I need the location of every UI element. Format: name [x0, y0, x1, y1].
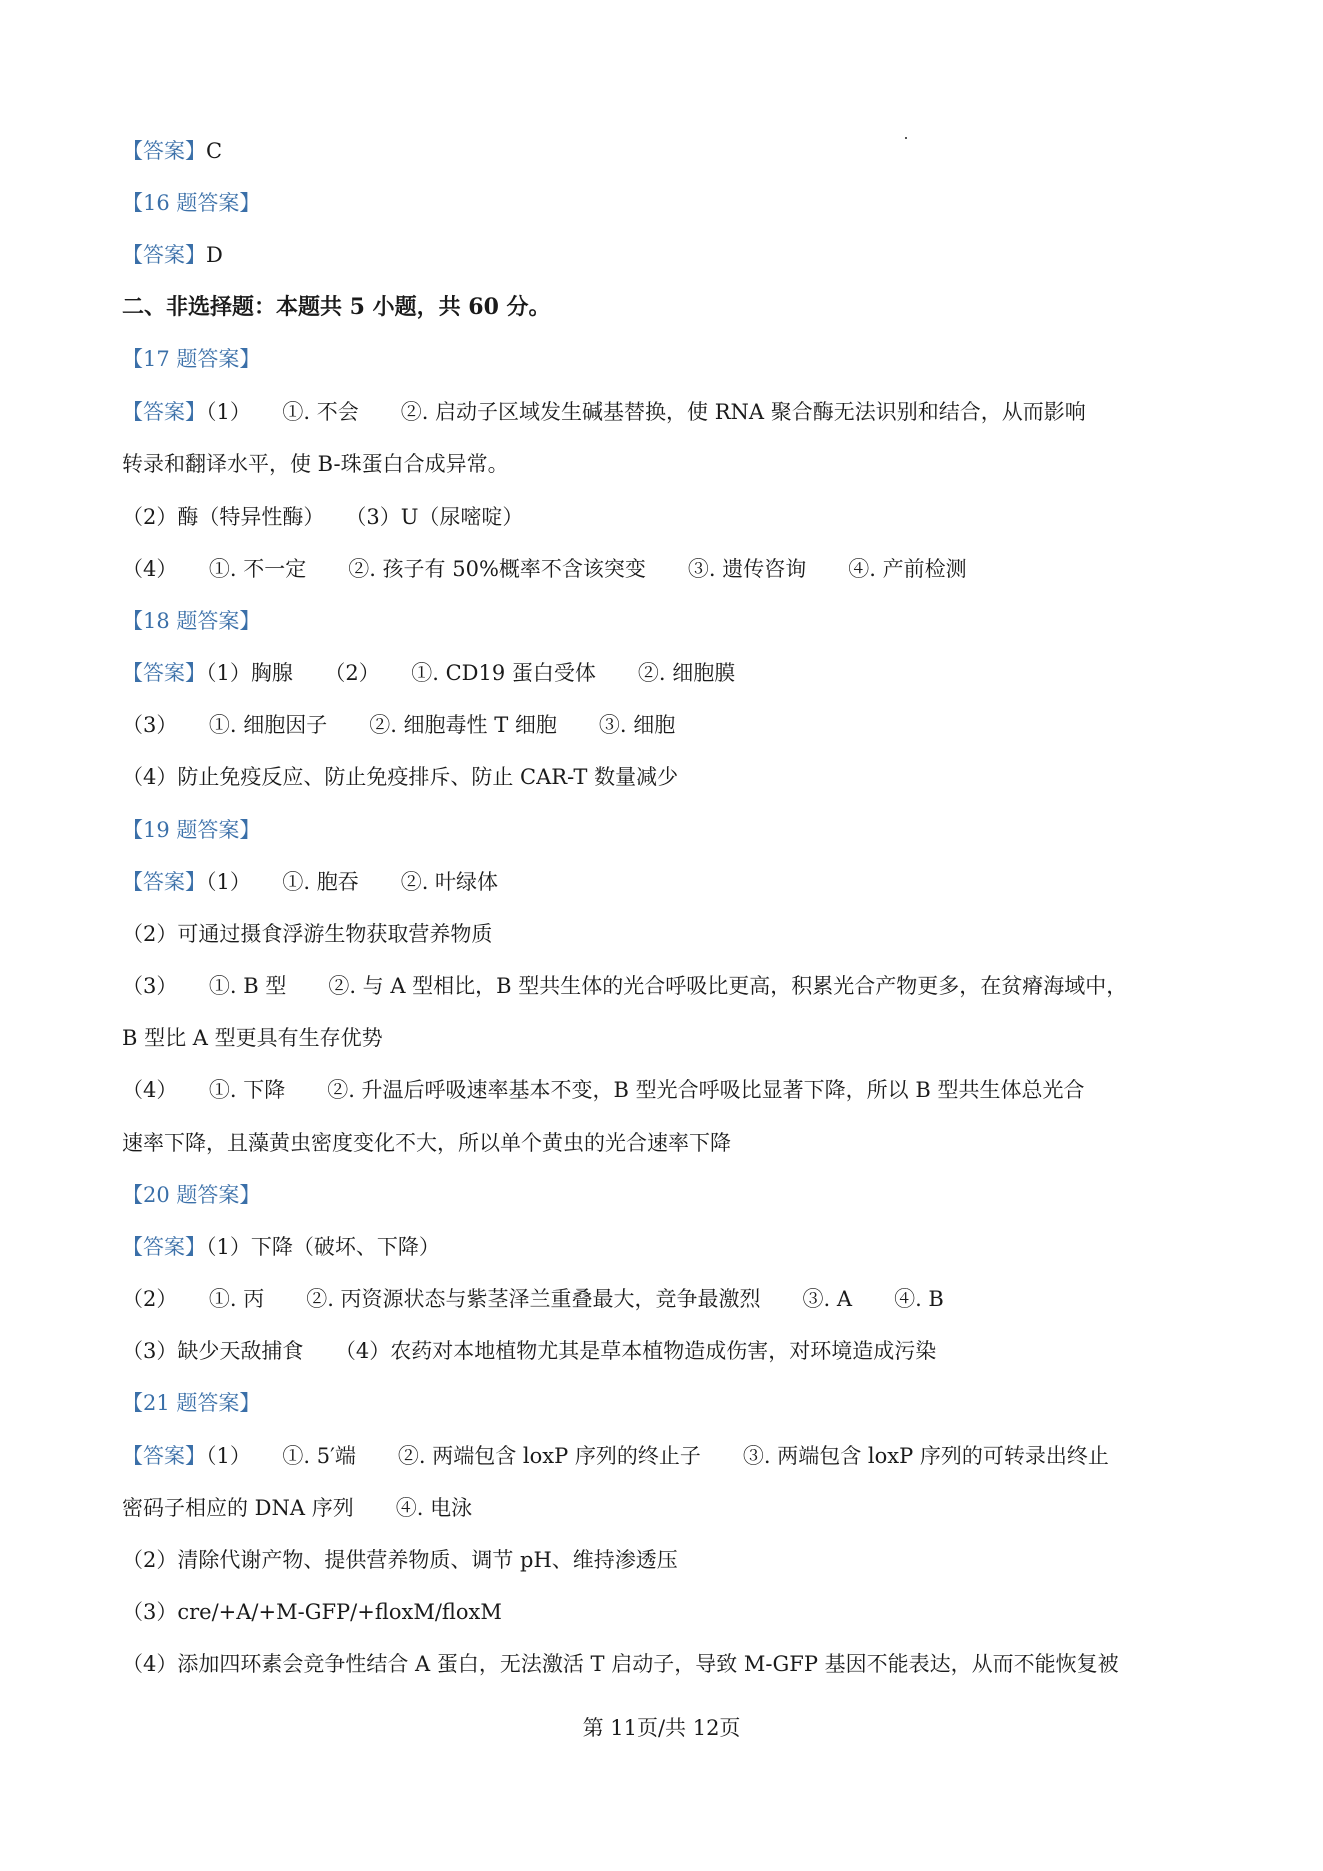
question-tag: 【19 题答案】	[122, 818, 261, 842]
answer-19-line-4	[122, 1023, 383, 1053]
answer-text: （4） ①. 下降 ②. 升温后呼吸速率基本不变，B 型光合呼吸比显著下降，所以 B 型共生体总光合	[122, 1078, 1085, 1102]
answer-text: （1）下降（破坏、下降）	[206, 1235, 440, 1259]
answer-tag: 【答案】	[122, 139, 206, 163]
answer-text: 密码子相应的 DNA 序列 ④. 电泳	[122, 1496, 473, 1520]
question-18-header	[122, 606, 260, 636]
answer-21-line-5	[122, 1649, 1119, 1679]
answer-19-line-6	[122, 1128, 731, 1158]
stray-mark	[905, 137, 907, 139]
section-heading	[122, 292, 551, 322]
answer-text: C	[206, 139, 223, 163]
answer-text: （2）可通过摄食浮游生物获取营养物质	[122, 922, 493, 946]
answer-18-line-3	[122, 762, 678, 792]
answer-19-line-2	[122, 919, 492, 949]
answer-21-line-4	[122, 1597, 502, 1627]
answer-text: （1） ①. 胞吞 ②. 叶绿体	[206, 870, 499, 894]
question-tag: 【17 题答案】	[122, 347, 261, 371]
question-17-header	[122, 344, 260, 374]
answer-text: （2）酶（特异性酶） （3）U（尿嘧啶）	[122, 505, 524, 529]
answer-18-line-1	[122, 658, 735, 688]
question-tag: 【20 题答案】	[122, 1183, 261, 1207]
answer-18-line-2	[122, 710, 675, 740]
answer-19-line-5	[122, 1075, 1084, 1105]
answer-text: （1） ①. 5′端 ②. 两端包含 loxP 序列的终止子 ③. 两端包含 loxP 序列的可转录出终止	[206, 1444, 1109, 1468]
answer-21-line-3	[122, 1545, 678, 1575]
answer-15	[122, 136, 222, 166]
question-20-header	[122, 1180, 260, 1210]
answer-text: （4） ①. 不一定 ②. 孩子有 50%概率不含该突变 ③. 遗传咨询 ④. 产前检测	[122, 557, 967, 581]
page-number-footer: 第 11页/共 12页	[582, 1716, 741, 1740]
answer-text: （3）缺少天敌捕食 （4）农药对本地植物尤其是草本植物造成伤害，对环境造成污染	[122, 1339, 937, 1363]
answer-text: 速率下降，且藻黄虫密度变化不大，所以单个黄虫的光合速率下降	[122, 1131, 731, 1155]
answer-text: （1） ①. 不会 ②. 启动子区域发生碱基替换，使 RNA 聚合酶无法识别和结合，从而影响	[206, 400, 1086, 424]
answer-tag: 【答案】	[122, 661, 206, 685]
answer-17-line-2	[122, 449, 509, 479]
answer-text: （3）cre/+A/+M-GFP/+floxM/floxM	[122, 1600, 502, 1624]
answer-16	[122, 240, 223, 270]
answer-tag: 【答案】	[122, 870, 206, 894]
answer-20-line-3	[122, 1336, 936, 1366]
answer-text: （3） ①. B 型 ②. 与 A 型相比，B 型共生体的光合呼吸比更高，积累光合产物更多，在贫瘠海域中，	[122, 974, 1128, 998]
answer-text: 转录和翻译水平，使 B-珠蛋白合成异常。	[122, 452, 509, 476]
answer-tag: 【答案】	[122, 1444, 206, 1468]
answer-tag: 【答案】	[122, 243, 206, 267]
section-title: 二、非选择题：本题共 5 小题，共 60 分。	[122, 294, 551, 320]
answer-21-line-2	[122, 1493, 472, 1523]
answer-19-line-1	[122, 867, 498, 897]
question-tag: 【18 题答案】	[122, 609, 261, 633]
answer-text: （2）清除代谢产物、提供营养物质、调节 pH、维持渗透压	[122, 1548, 678, 1572]
answer-text: （1）胸腺 （2） ①. CD19 蛋白受体 ②. 细胞膜	[206, 661, 736, 685]
question-tag: 【21 题答案】	[122, 1391, 261, 1415]
question-tag: 【16 题答案】	[122, 191, 261, 215]
answer-text: （2） ①. 丙 ②. 丙资源状态与紫茎泽兰重叠最大，竞争最激烈 ③. A ④. B	[122, 1287, 944, 1311]
answer-17-line-3	[122, 502, 523, 532]
answer-text: D	[206, 243, 223, 267]
question-21-header	[122, 1388, 260, 1418]
answer-20-line-1	[122, 1232, 440, 1262]
answer-17-line-1	[122, 397, 1086, 427]
answer-tag: 【答案】	[122, 400, 206, 424]
question-19-header	[122, 815, 260, 845]
answer-text: （3） ①. 细胞因子 ②. 细胞毒性 T 细胞 ③. 细胞	[122, 713, 676, 737]
question-16-header	[122, 188, 260, 218]
answer-17-line-4	[122, 554, 967, 584]
answer-text: （4）添加四环素会竞争性结合 A 蛋白，无法激活 T 启动子，导致 M-GFP 基因不能表达，从而不能恢复被	[122, 1652, 1119, 1676]
answer-tag: 【答案】	[122, 1235, 206, 1259]
answer-21-line-1	[122, 1441, 1109, 1471]
answer-text: B 型比 A 型更具有生存优势	[122, 1026, 383, 1050]
answer-20-line-2	[122, 1284, 944, 1314]
answer-19-line-3	[122, 971, 1127, 1001]
answer-text: （4）防止免疫反应、防止免疫排斥、防止 CAR-T 数量减少	[122, 765, 679, 789]
